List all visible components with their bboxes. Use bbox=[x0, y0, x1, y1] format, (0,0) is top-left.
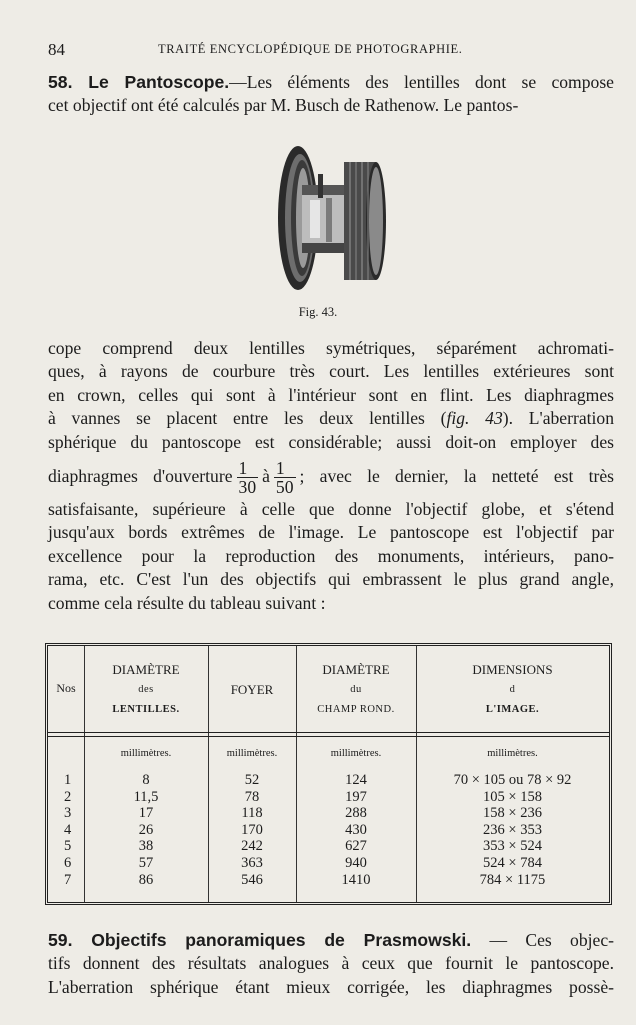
fraction-1-denominator: 30 bbox=[238, 477, 257, 498]
fraction-text-after: ; avec le dernier, la netteté est très bbox=[299, 465, 614, 486]
lens-diameter-cell: 11,5 bbox=[133, 788, 159, 805]
header-dim-line2: d bbox=[509, 684, 516, 695]
row-number-cell: 4 bbox=[64, 821, 72, 838]
section-59-title-after: — Ces objec- bbox=[471, 930, 614, 950]
field-diameter-cell: 940 bbox=[345, 855, 367, 871]
lens-data-table bbox=[45, 643, 612, 905]
lens-diameter-cell: 17 bbox=[138, 805, 154, 822]
table-row bbox=[48, 805, 609, 822]
row-number-cell: 1 bbox=[64, 772, 72, 788]
section-58-line-2: cet objectif ont été calculés par M. Busch de Rathenow. Le pantos- bbox=[48, 95, 519, 116]
page-number: 84 bbox=[48, 40, 65, 59]
row-number-cell: 6 bbox=[64, 855, 72, 871]
section-58-intro-text: —Les éléments des lentilles dont se compose bbox=[229, 72, 614, 92]
section-58-line-1 bbox=[48, 71, 614, 94]
image-dimensions-cell: 524 × 784 bbox=[483, 855, 542, 871]
section-59-line-3: L'aberration sphérique étant mieux corrigée, les diaphragmes possè- bbox=[48, 976, 614, 997]
fraction-one-fiftieth bbox=[274, 459, 296, 496]
focal-length-cell: 52 bbox=[244, 772, 260, 788]
body-line-4 bbox=[48, 407, 614, 430]
header-diam-lent-line1: DIAMÈTRE bbox=[112, 662, 180, 677]
fraction-one-thirtieth bbox=[237, 459, 259, 496]
section-59 bbox=[48, 929, 614, 999]
fraction-text-before: diaphragmes d'ouverture bbox=[48, 465, 233, 486]
fraction-2-numerator: 1 bbox=[274, 459, 296, 478]
focal-length-cell: 363 bbox=[241, 855, 263, 871]
focal-length-cell: 118 bbox=[241, 805, 263, 822]
header-diametre-lentilles bbox=[84, 660, 208, 720]
section-59-line-2: tifs donnent des résultats analogues à ceux que fournit le pantoscope. bbox=[48, 953, 614, 974]
focal-length-cell: 78 bbox=[244, 788, 260, 805]
figure-caption: Fig. 43. bbox=[298, 305, 338, 319]
header-diam-champ-line2: du bbox=[350, 684, 362, 695]
body-line-10: rama, etc. C'est l'un des objectifs qui embrassent le plus grand angle, bbox=[48, 569, 614, 590]
body-line-3: en crown, celles qui sont à l'intérieur sont en flint. Les diaphragmes bbox=[48, 384, 614, 405]
body-line-7: satisfaisante, supérieure à celle que donne l'objectif globe, et s'étend bbox=[48, 498, 614, 519]
header-diam-champ-line3: CHAMP ROND. bbox=[317, 704, 395, 715]
table-row bbox=[48, 789, 609, 806]
image-dimensions-cell: 236 × 353 bbox=[483, 821, 542, 838]
body-line-8: jusqu'aux bords extrêmes de l'image. Le pantoscope est l'objectif par bbox=[48, 522, 614, 543]
row-number-cell: 7 bbox=[64, 871, 72, 888]
table-row bbox=[48, 838, 609, 855]
body-line-2: ques, à rayons de courbure très court. Les lentilles extérieures sont bbox=[48, 361, 614, 382]
field-diameter-cell: 430 bbox=[345, 821, 367, 838]
image-dimensions-cell: 784 × 1175 bbox=[479, 871, 546, 888]
table-row bbox=[48, 822, 609, 839]
section-58-intro bbox=[48, 71, 614, 118]
pantoscope-lens-illustration-icon bbox=[272, 140, 392, 300]
lens-diameter-cell: 57 bbox=[138, 855, 154, 871]
field-diameter-cell: 197 bbox=[345, 788, 367, 805]
page-header bbox=[48, 40, 614, 62]
header-diam-lent-line2: des bbox=[138, 684, 154, 695]
lens-diameter-cell: 86 bbox=[138, 871, 154, 888]
image-dimensions-cell: 158 × 236 bbox=[483, 805, 542, 822]
table-row bbox=[48, 772, 609, 789]
header-diametre-champ bbox=[296, 660, 416, 720]
body-line-1: cope comprend deux lentilles symétriques, séparément achromati- bbox=[48, 338, 614, 358]
unit-label: millimètres. bbox=[226, 748, 278, 759]
header-dim-line3: L'IMAGE. bbox=[485, 704, 540, 715]
section-59-title: 59. Objectifs panoramiques de Prasmowski. bbox=[48, 930, 472, 950]
body-line-fraction bbox=[48, 454, 614, 498]
section-59-line-1 bbox=[48, 929, 614, 952]
header-separator bbox=[48, 732, 609, 737]
image-dimensions-cell: 105 × 158 bbox=[483, 788, 542, 805]
field-diameter-cell: 1410 bbox=[341, 871, 371, 888]
lens-diameter-cell: 26 bbox=[138, 821, 154, 838]
field-diameter-cell: 627 bbox=[345, 838, 367, 855]
header-foyer: FOYER bbox=[230, 682, 274, 697]
field-diameter-cell: 288 bbox=[345, 805, 367, 822]
header-diam-champ-line1: DIAMÈTRE bbox=[322, 662, 390, 677]
unit-label: millimètres. bbox=[487, 748, 538, 759]
row-number-cell: 3 bbox=[64, 805, 72, 822]
row-number-cell: 5 bbox=[64, 838, 72, 855]
header-dimensions-image bbox=[416, 660, 609, 720]
body-paragraph bbox=[48, 337, 614, 615]
focal-length-cell: 170 bbox=[241, 821, 263, 838]
table-row bbox=[48, 855, 609, 872]
table-row bbox=[48, 872, 609, 889]
unit-label: millimètres. bbox=[120, 748, 172, 759]
lens-diameter-cell: 38 bbox=[138, 838, 154, 855]
image-dimensions-cell: 353 × 524 bbox=[483, 838, 542, 855]
lens-diameter-cell: 8 bbox=[142, 772, 150, 788]
header-diam-lent-line3: LENTILLES. bbox=[112, 704, 180, 715]
image-dimensions-cell: 70 × 105 ou 78 × 92 bbox=[453, 772, 572, 788]
body-line-11: comme cela résulte du tableau suivant : bbox=[48, 592, 326, 613]
section-58-title: 58. Le Pantoscope. bbox=[48, 72, 230, 92]
figure-reference: fig. 43 bbox=[446, 408, 503, 429]
body-line-5: sphérique du pantoscope est considérable; aussi doit-on employer des bbox=[48, 431, 614, 452]
header-dim-line1: DIMENSIONS bbox=[472, 662, 553, 677]
focal-length-cell: 546 bbox=[241, 871, 263, 888]
fraction-between: à bbox=[262, 465, 270, 486]
body-line-9: excellence pour la reproduction des monuments, intérieurs, pano- bbox=[48, 545, 614, 566]
header-nos: Nos bbox=[56, 681, 76, 695]
ref-text-before: à vannes se placent entre les deux lentilles ( bbox=[48, 408, 447, 429]
focal-length-cell: 242 bbox=[241, 838, 263, 855]
ref-text-after: ). L'aberration bbox=[502, 408, 615, 429]
fraction-2-denominator: 50 bbox=[275, 477, 294, 498]
fraction-1-numerator: 1 bbox=[237, 459, 259, 478]
unit-label: millimètres. bbox=[330, 748, 382, 759]
running-title: TRAITÉ ENCYCLOPÉDIQUE DE PHOTOGRAPHIE. bbox=[158, 42, 463, 56]
field-diameter-cell: 124 bbox=[345, 772, 367, 788]
row-number-cell: 2 bbox=[64, 788, 72, 805]
